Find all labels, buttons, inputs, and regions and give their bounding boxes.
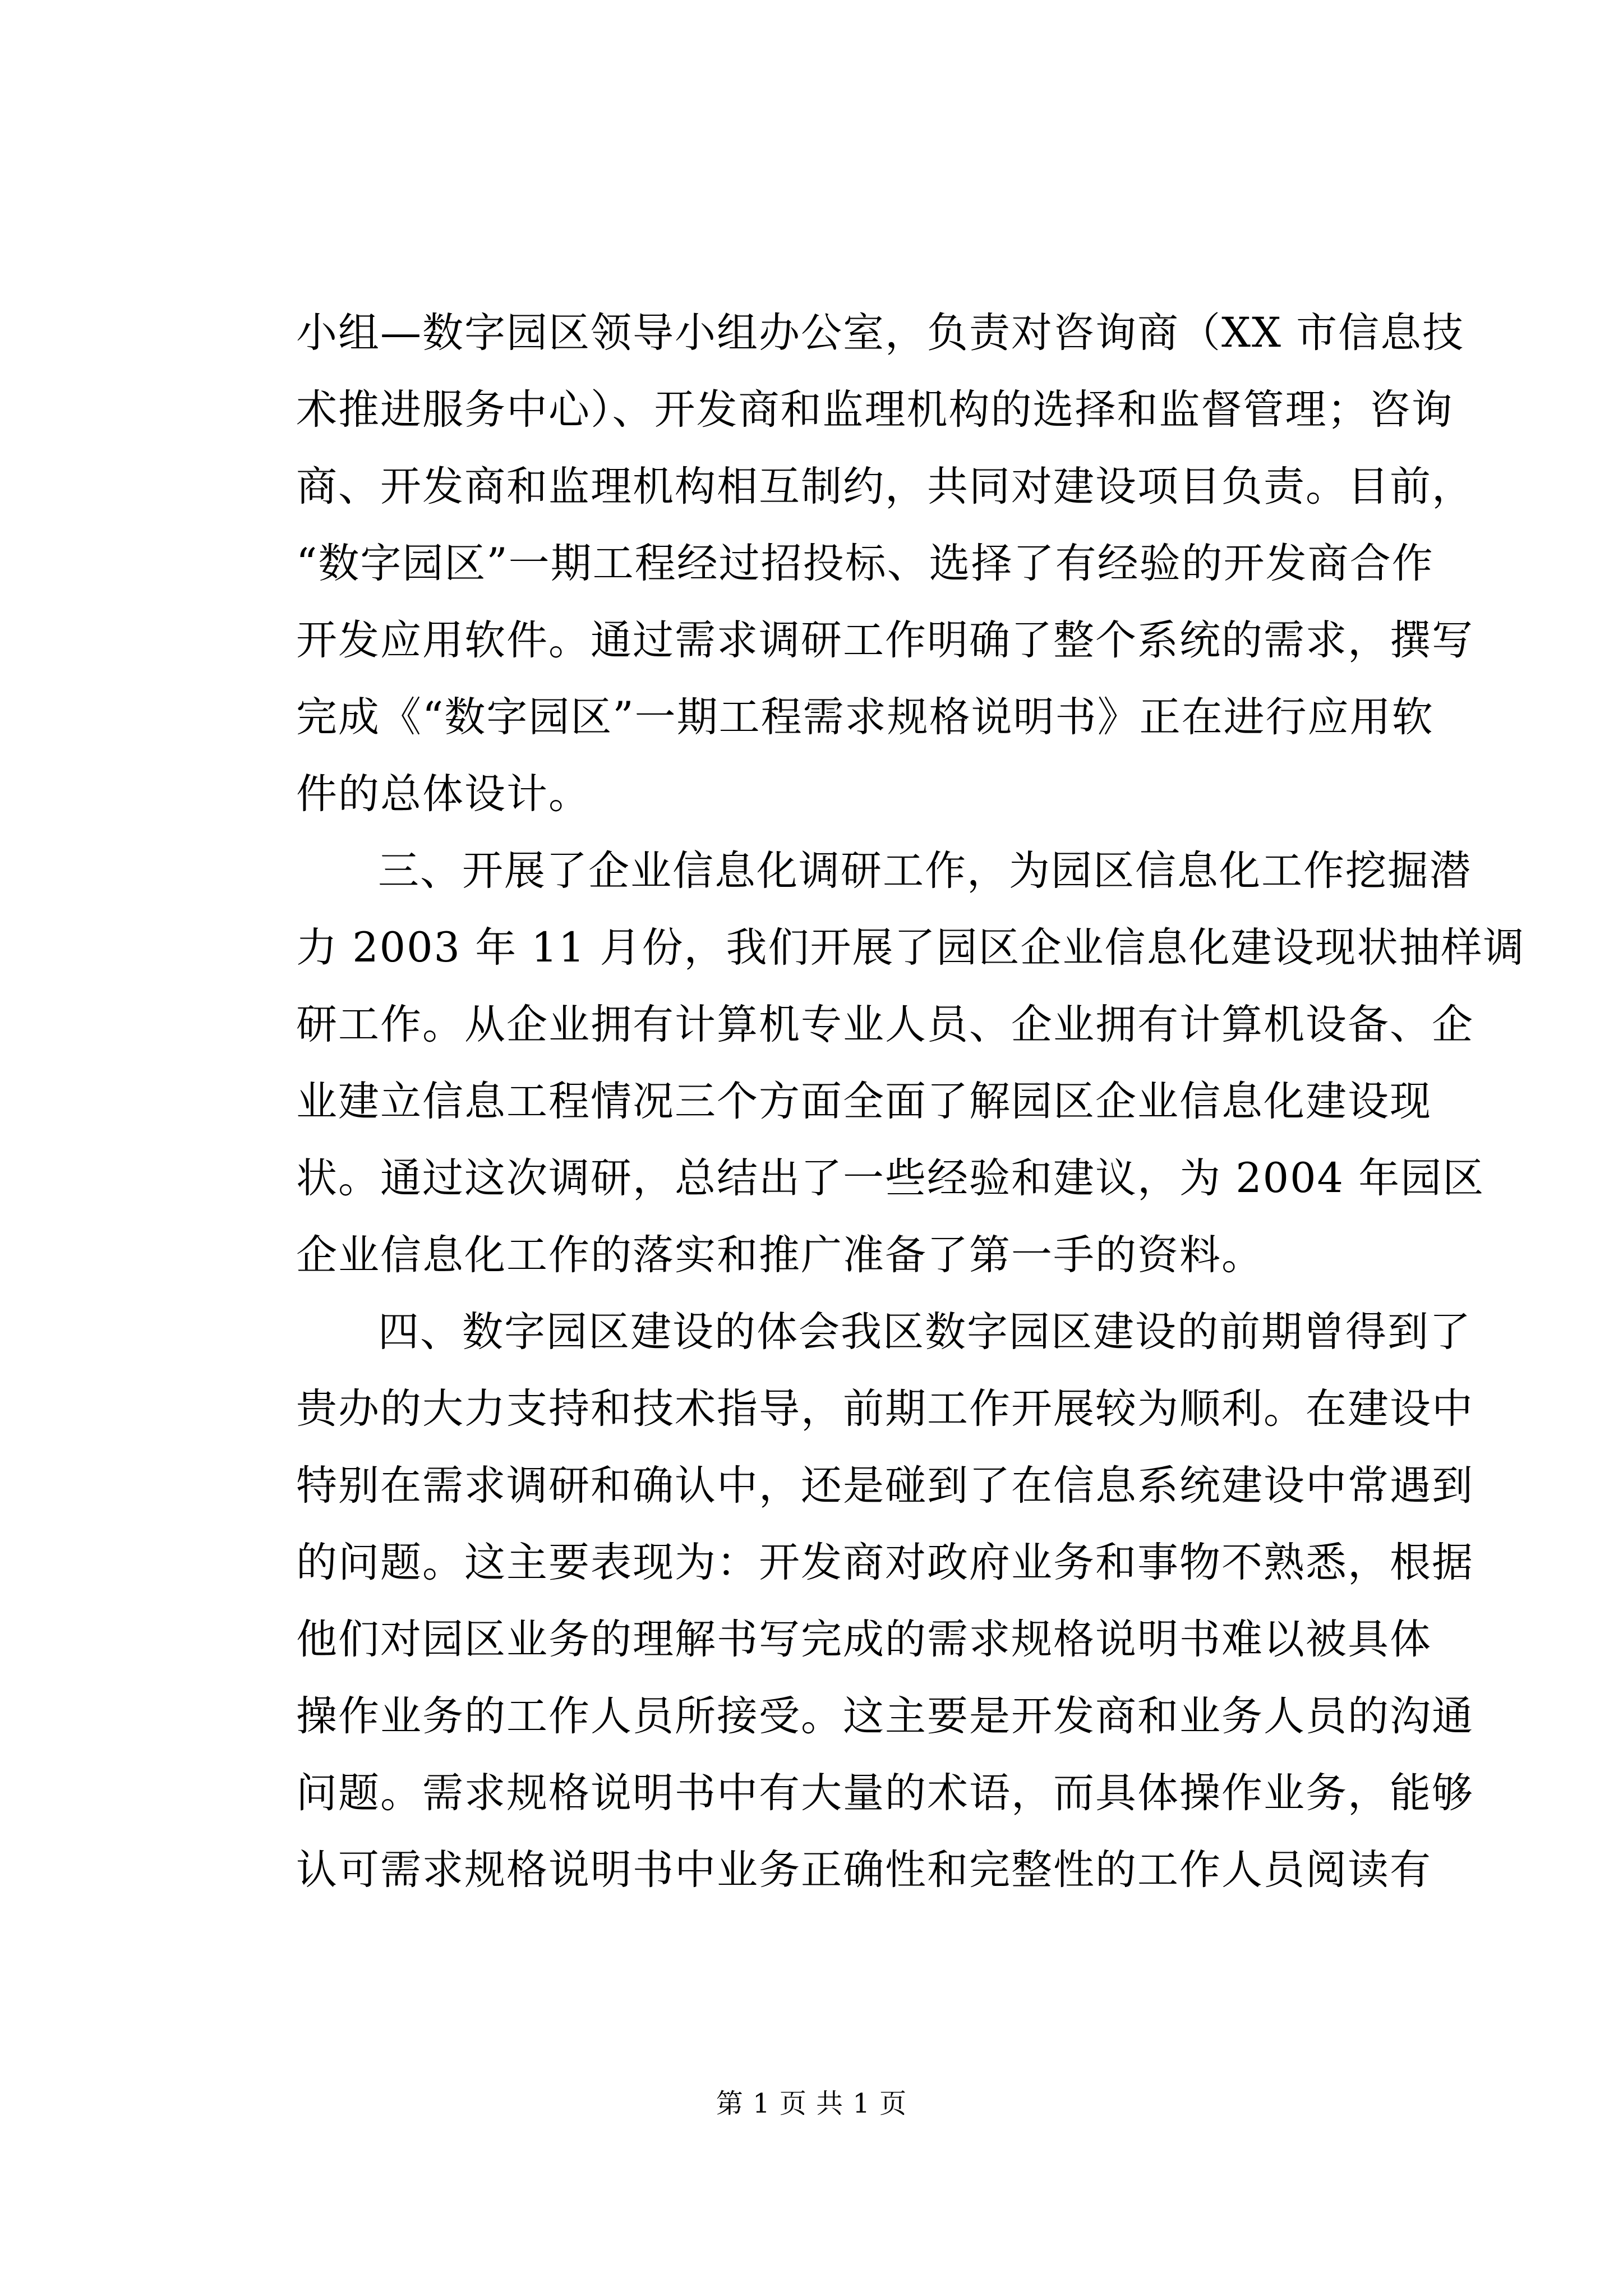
text-line: 件的总体设计。 bbox=[296, 770, 591, 818]
text-line: 完成《“数字园区”一期工程需求规格说明书》正在进行应用软 bbox=[296, 693, 1434, 741]
text-line: 特别在需求调研和确认中，还是碰到了在信息系统建设中常遇到 bbox=[296, 1462, 1474, 1510]
paragraph-start-line: 三、开展了企业信息化调研工作，为园区信息化工作挖掘潜 bbox=[378, 847, 1472, 895]
text-line: 力 2003 年 11 月份，我们开展了园区企业信息化建设现状抽样调 bbox=[296, 924, 1525, 972]
text-line: 企业信息化工作的落实和推广准备了第一手的资料。 bbox=[296, 1231, 1264, 1279]
text-line: 小组—数字园区领导小组办公室，负责对咨询商（XX 市信息技 bbox=[296, 309, 1465, 357]
text-line: 术推进服务中心）、开发商和监理机构的选择和监督管理；咨询 bbox=[296, 386, 1454, 434]
paragraph-start-line: 四、数字园区建设的体会我区数字园区建设的前期曾得到了 bbox=[378, 1308, 1472, 1356]
document-body bbox=[296, 295, 1525, 1908]
text-line: 的问题。这主要表现为：开发商对政府业务和事物不熟悉，根据 bbox=[296, 1539, 1474, 1586]
text-line: 研工作。从企业拥有计算机专业人员、企业拥有计算机设备、企 bbox=[296, 1001, 1474, 1048]
text-line: 开发应用软件。通过需求调研工作明确了整个系统的需求，撰写 bbox=[296, 616, 1474, 664]
text-line: 问题。需求规格说明书中有大量的术语，而具体操作业务，能够 bbox=[296, 1769, 1474, 1817]
text-line: 状。通过这次调研，总结出了一些经验和建议，为 2004 年园区 bbox=[296, 1154, 1485, 1202]
text-line: 认可需求规格说明书中业务正确性和完整性的工作人员阅读有 bbox=[296, 1846, 1432, 1894]
text-line: 操作业务的工作人员所接受。这主要是开发商和业务人员的沟通 bbox=[296, 1692, 1474, 1740]
page-number-footer: 第 1 页 共 1 页 bbox=[716, 2088, 907, 2119]
text-line: 业建立信息工程情况三个方面全面了解园区企业信息化建设现 bbox=[296, 1078, 1432, 1125]
text-line: 贵办的大力支持和技术指导，前期工作开展较为顺利。在建设中 bbox=[296, 1385, 1474, 1433]
text-line: 他们对园区业务的理解书写完成的需求规格说明书难以被具体 bbox=[296, 1616, 1432, 1663]
text-line: “数字园区”一期工程经过招投标、选择了有经验的开发商合作 bbox=[296, 540, 1434, 587]
text-line: 商、开发商和监理机构相互制约，共同对建设项目负责。目前， bbox=[296, 463, 1474, 510]
